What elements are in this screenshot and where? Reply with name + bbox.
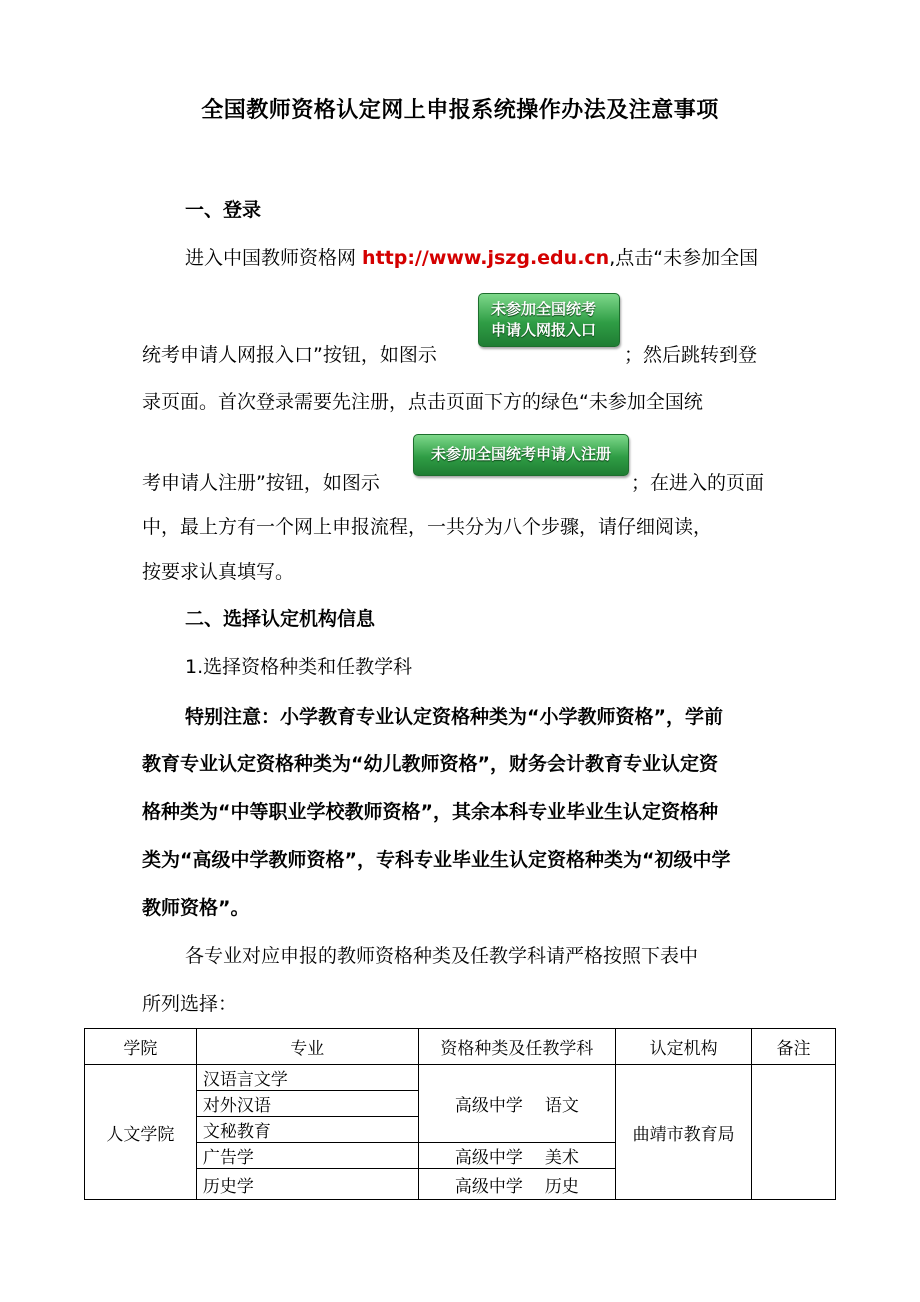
authority-cell: 曲靖市教育局 bbox=[616, 1065, 752, 1200]
section1-heading: 一、登录 bbox=[185, 199, 262, 221]
qualification-cell bbox=[418, 1143, 616, 1169]
notice-line: 格种类为“中等职业学校教师资格”，其余本科专业毕业生认定资格种 bbox=[142, 801, 718, 823]
unexamined-applicant-register-button[interactable]: 未参加全国统考申请人注册 bbox=[413, 434, 629, 476]
paragraph-line: 各专业对应申报的教师资格种类及任教学科请严格按照下表中 bbox=[185, 945, 699, 967]
sub-heading: 1.选择资格种类和任教学科 bbox=[185, 656, 413, 678]
qualification-level: 高级中学 bbox=[454, 1148, 523, 1168]
paragraph-line: ；在进入的页面 bbox=[631, 472, 765, 494]
website-link[interactable]: http://www.jszg.edu.cn bbox=[362, 247, 610, 269]
paragraph-line: 考申请人注册”按钮，如图示 bbox=[142, 472, 380, 494]
paragraph-line: 中，最上方有一个网上申报流程，一共分为八个步骤，请仔细阅读， bbox=[142, 516, 713, 538]
qualification-level: 高级中学 bbox=[454, 1096, 523, 1116]
header-cell: 专业 bbox=[196, 1029, 418, 1065]
notice-line: 教育专业认定资格种类为“幼儿教师资格”，财务会计教育专业认定资 bbox=[142, 753, 718, 775]
table-row bbox=[85, 1065, 836, 1091]
section2-heading: 二、选择认定机构信息 bbox=[185, 608, 376, 630]
major-cell: 汉语言文学 bbox=[196, 1065, 418, 1091]
notice-line: 特别注意：小学教育专业认定资格种类为“小学教师资格”，学前 bbox=[185, 706, 723, 728]
text-segment: ,点击“未参加全国 bbox=[609, 247, 759, 269]
header-cell: 资格种类及任教学科 bbox=[418, 1029, 616, 1065]
paragraph-line: 统考申请人网报入口”按钮，如图示 bbox=[142, 344, 437, 366]
paragraph-line: 录页面。首次登录需要先注册，点击页面下方的绿色“未参加全国统 bbox=[142, 391, 703, 413]
header-cell: 备注 bbox=[752, 1029, 836, 1065]
major-cell: 广告学 bbox=[196, 1143, 418, 1169]
major-cell: 历史学 bbox=[196, 1169, 418, 1200]
major-qualification-table bbox=[84, 1028, 836, 1200]
unexamined-applicant-entry-button[interactable] bbox=[478, 293, 620, 347]
paragraph-line: 按要求认真填写。 bbox=[142, 561, 295, 583]
paragraph-line: ；然后跳转到登 bbox=[624, 344, 758, 366]
notice-line: 教师资格”。 bbox=[142, 897, 250, 919]
qualification-subject: 语文 bbox=[544, 1096, 579, 1116]
qualification-subject: 美术 bbox=[544, 1148, 579, 1168]
header-cell: 学院 bbox=[85, 1029, 197, 1065]
button-label-line1: 未参加全国统考 bbox=[491, 300, 597, 318]
page-title: 全国教师资格认定网上申报系统操作办法及注意事项 bbox=[201, 98, 719, 123]
button-label-line2: 申请人网报入口 bbox=[491, 321, 597, 339]
qualification-level: 高级中学 bbox=[454, 1176, 523, 1197]
paragraph-line bbox=[185, 243, 758, 270]
major-cell: 文秘教育 bbox=[196, 1117, 418, 1143]
remark-cell bbox=[752, 1065, 836, 1200]
qualification-cell bbox=[418, 1065, 616, 1143]
header-cell: 认定机构 bbox=[616, 1029, 752, 1065]
text-segment: 进入中国教师资格网 bbox=[185, 247, 363, 269]
paragraph-line: 所列选择： bbox=[142, 993, 238, 1015]
notice-line: 类为“高级中学教师资格”，专科专业毕业生认定资格种类为“初级中学 bbox=[142, 849, 731, 871]
qualification-subject: 历史 bbox=[544, 1176, 579, 1197]
college-cell: 人文学院 bbox=[85, 1065, 197, 1200]
qualification-cell bbox=[418, 1169, 616, 1200]
major-cell: 对外汉语 bbox=[196, 1091, 418, 1117]
table-header-row bbox=[85, 1029, 836, 1065]
